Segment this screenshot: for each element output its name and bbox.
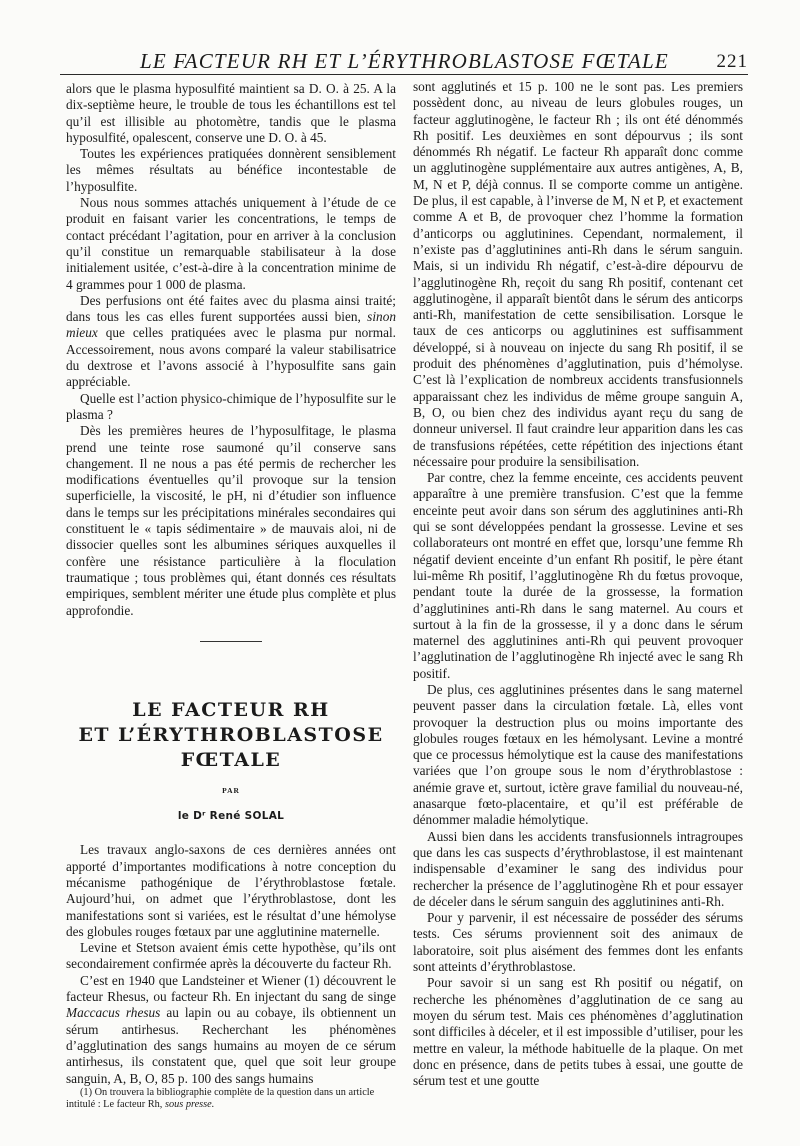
paragraph: alors que le plasma hyposulfité maintient sa D. O. à 25. A la dix-septième heure, le trouble de tous les échantillons est tel qu’il est illisible au photomètre, tandis que le plasma hyposulfité, opalescent, conserve une D. O. à 45. [66,81,396,145]
text-run: Des perfusions ont été faites avec du plasma ainsi traité; dans tous les cas elles furent supportées aussi bien, [66,292,396,325]
italic-text: sous presse. [164,1099,215,1111]
paragraph: Les travaux anglo-saxons de ces dernières années ont apporté d’importantes modifications à notre conception du mécanisme pathogénique de l’érythroblastose fœtale. Aujourd’hui, on admet que l’érythroblastose, dont les manifestations sont si variées, est le résultat d’une hémolyse des globules rouges fœtaux par une agglutinine maternelle. [66,842,396,939]
article-title-line: ET L’ÉRYTHROBLASTOSE [78,723,384,746]
text-run: (1) On trouvera la bibliographie complète de la question dans un article intitulé : Le facteur Rh, [66,1086,375,1111]
paragraph [66,293,396,391]
article-title [66,698,396,773]
paragraph: sont agglutinés et 15 p. 100 ne le sont pas. Les premiers possèdent donc, au niveau de leurs globules rouges, un facteur agglutinogène, le facteur Rh ; ils ont été dénommés Rh positif. Les deuxièmes en sont dépourvus ; ils sont dénommés Rh négatif. Le facteur Rh apparaît donc comme un agglutinogène supplémentaire aux autres antigènes, A, B, M, N et P, déjà connus. Il se comporte comme un antigène. De plus, il est capable, à l’inverse de M, N et P, et exactement comme A et B, de provoquer chez l’homme la formation d’anticorps ou agglutinines. Cependant, normalement, il n’existe pas d’agglutinines anti-Rh dans le sérum sanguin. Mais, si un individu Rh négatif, c’est-à-dire dépourvu de l’agglutinogène Rh, reçoit du sang Rh positif, contenant cet agglutinogène, il apparaît bientôt dans le sérum des anticorps anti-Rh, manifestation de cette sensibilisation. Lorsque le taux de ces anticorps ou agglutinines est suffisamment développé, si à nouveau on injecte du sang Rh positif, il se produit des phénomènes d’agglutination, puis d’hémolyse. C’est là l’explication de nombreux accidents transfusionnels apparaissant chez les individus de même groupe sanguin A, B, O, ou bien chez des individus ayant reçu du sang de donneur universel. Il faut craindre leur apparition dans les cas de transfusions répétées, cette répétition des injections étant nécessaire pour produire la sensibilisation. [413,79,743,469]
paragraph: Nous nous sommes attachés uniquement à l’étude de ce produit en faisant varier les concentrations, le temps de contact précédant l’agitation, pour en arriver à la conclusion qu’il constitue un remarquable stabilisateur à la dose initialement usitée, c’est-à-dire à la concentration minime de 4 grammes pour 1 000 de plasma. [66,195,396,292]
paragraph: Par contre, chez la femme enceinte, ces accidents peuvent apparaître à une première transfusion. C’est que la femme enceinte peut avoir dans son sérum des agglutinines anti-Rh qui se sont développées pendant la grossesse. Levine et ses collaborateurs ont montré en effet que, lorsqu’une femme Rh négatif devient enceinte d’un enfant Rh positif, le père étant lui-même Rh positif, l’agglutinogène Rh du fœtus provoque, pendant toute la durée de la grossesse, la formation d’agglutinines anti-Rh dans le sang maternel. Au cours et surtout à la fin de la grossesse, il y a donc dans le sérum maternel des agglutinines anti-Rh qui peuvent provoquer l’agglutination de l’agglutinogène Rh injecté avec le sang Rh positif. [413,470,743,681]
paragraph: Toutes les expériences pratiquées donnèrent sensiblement les mêmes résultats au bénéfice incontestable de l’hyposulfite. [66,146,396,194]
author-name: le Dʳ René SOLAL [177,810,285,823]
text-run: que celles pratiquées avec le plasma pur normal. Accessoirement, nous avons comparé la valeur stabilisatrice du dextrose et l’avons associé à l’hyposulfite sans gain appréciable. [66,325,396,390]
section-separator [200,641,262,642]
running-header [60,50,748,75]
running-title: LE FACTEUR RH ET L’ÉRYTHROBLASTOSE FŒTALE [140,49,669,73]
right-column [413,79,743,1089]
paragraph: Aussi bien dans les accidents transfusionnels intragroupes que dans les cas suspects d’érythroblastose, il est maintenant indispensable d’examiner le sang des individus pour rechercher la présence de l’agglutinogène Rh et pour essayer de déceler dans le sérum sanguin des agglutinines anti-Rh. [413,828,743,909]
paragraph: Quelle est l’action physico-chimique de l’hyposulfite sur le plasma ? [66,390,396,422]
italic-text: Maccacus rhesus [66,1005,161,1021]
text-run: C’est en 1940 que Landsteiner et Wiener (1) découvrent le facteur Rhesus, ou facteur Rh. En injectant du sang de singe [66,972,396,1005]
byline-par: PAR [222,785,240,795]
footnote [66,1087,396,1112]
text-run: au lapin ou au cobaye, ils obtiennent un sérum antirhesus. Recherchant les phénomènes d’agglutination des sangs humains au moyen de ce sérum antirhesus, ils constatent que, quel que soit leur groupe sanguin, A, B, O, 85 p. 100 des sangs humains [66,1005,396,1086]
paragraph: Pour y parvenir, il est nécessaire de posséder des sérums tests. Ces sérums proviennent soit des animaux de laboratoire, soit plus aisément des femmes dont les enfants sont atteints d’érythroblastose. [413,910,743,975]
article-title-line: LE FACTEUR RH [132,698,330,721]
paragraph: De plus, ces agglutinines présentes dans le sang maternel peuvent passer dans la circulation fœtale. Là, elles vont provoquer la destruction plus ou moins importante des globules rouges fœtaux en les hémolysant. Levine a montré que ce processus hémolytique est la cause des manifestations variées que l’on groupe sous le nom d’érythroblastose : anémie grave et, surtout, ictère grave familial du nouveau-né, anasarque fœto-placentaire, et qu’il est préférable de dénommer maladie hémolytique. [413,681,743,828]
paragraph: Dès les premières heures de l’hyposulfitage, le plasma prend une teinte rose saumoné qu’il conserve sans changement. Il ne nous a pas été permis de rechercher les modifications éventuelles qu’il provoque sur la tension superficielle, la viscosité, le pH, ni d’étudier son influence dans le temps sur les précipitations minérales secondaires qui constituent le « tapis sédimentaire » de mauvais aloi, ni de dissocier quelles sont les albumines sériques auxquelles il confère une résistance particulière à la floculation traumatique ; tous problèmes qui, étant donnés ces résultats empiriques, semblent mériter une étude plus complète et plus approfondie. [66,423,396,618]
left-column [66,81,396,1112]
paragraph: Levine et Stetson avaient émis cette hypothèse, qu’ils ont secondairement confirmée après la découverte du facteur Rh. [66,940,396,972]
paragraph: Pour savoir si un sang est Rh positif ou négatif, on recherche les phénomènes d’agglutination de ce sang au moyen du sérum test. Mais ces phénomènes d’agglutination sont difficiles à déceler, et il est impossible d’utiliser, pour les mettre en valeur, la méthode habituelle de la plaque. On met donc en présence, dans de petits tubes à essai, une goutte de sérum test et une goutte [413,975,743,1089]
paragraph [66,973,396,1087]
article-title-line: FŒTALE [180,748,282,771]
italic-text: sinon mieux [66,309,396,341]
page-number: 221 [716,51,748,72]
